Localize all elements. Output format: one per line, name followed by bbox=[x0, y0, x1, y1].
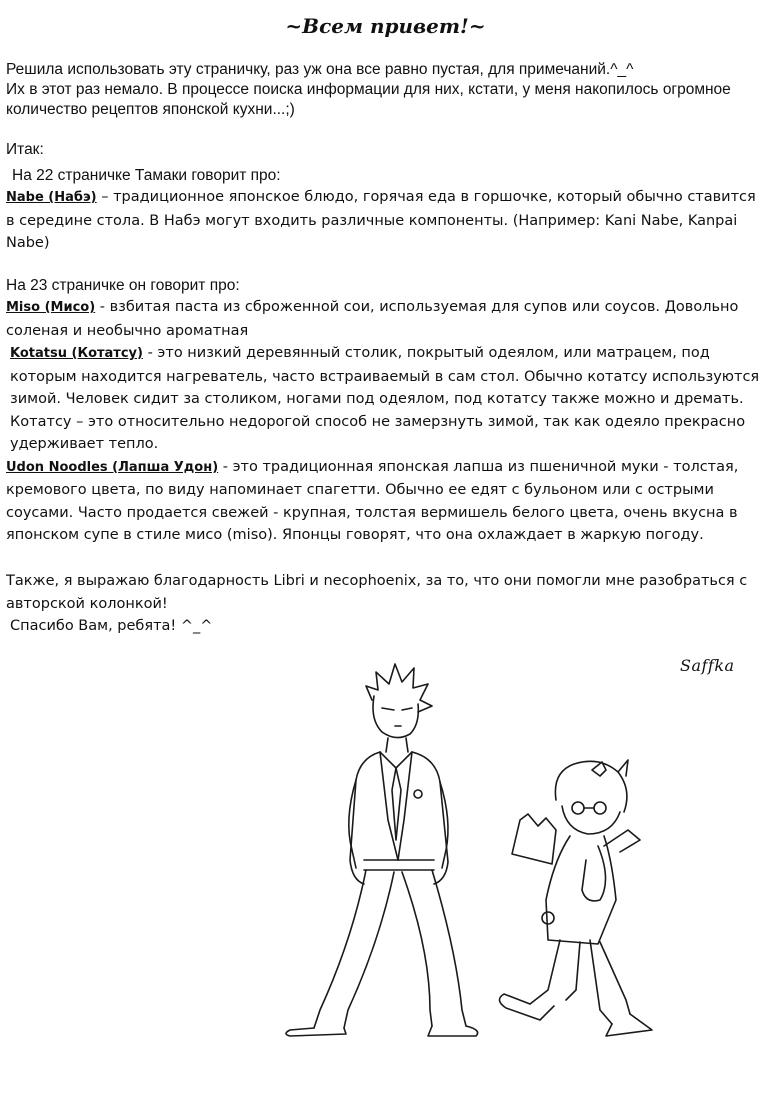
miso-term: Miso (Мисо) bbox=[6, 300, 96, 315]
miso-text: - взбитая паста из сброженной сои, используемая для супов или соусов. Довольно соленая и необычно ароматная bbox=[6, 299, 739, 339]
thanks-line: Также, я выражаю благодарность Libri и necophoenix, за то, что они помогли мне разобраться с авторской колонкой! bbox=[6, 573, 748, 612]
intro-line: Их в этот раз немало. В процессе поиска информации для них, кстати, у меня накопилось огромное bbox=[6, 81, 731, 98]
page-title: ~Всем привет!~ bbox=[285, 14, 486, 38]
intro-line: Решила использовать эту страничку, раз уж она все равно пустая, для примечаний.^_^ bbox=[6, 61, 634, 78]
intro-itak: Итак: bbox=[6, 141, 44, 158]
page23-notes bbox=[6, 296, 761, 547]
kotatsu-note bbox=[6, 342, 761, 456]
thanks-block bbox=[6, 570, 761, 638]
tall-boy-drawing bbox=[286, 664, 478, 1036]
thanks-line: Спасибо Вам, ребята! ^_^ bbox=[10, 618, 213, 634]
miso-note bbox=[6, 296, 761, 342]
udon-note bbox=[6, 456, 761, 547]
intro-block bbox=[6, 60, 761, 160]
nabe-text: – традиционное японское блюдо, горячая еда в горшочке, который обычно ставится в середине стола. В Набэ могут входить различные компоненты. (Например: Kani Nabe, Kanpai Nabe) bbox=[6, 189, 756, 251]
udon-text: - это традиционная японская лапша из пшеничной муки - толстая, кремового цвета, по виду напоминает спагетти. Обычно ее едят с бульоном или с острыми соусами. Часто продается свежей - крупная, толстая вермишель белого цвета, очень вкусна в японском супе в стиле мисо (miso). Японцы говорят, что она охлаждает в жаркую погоду. bbox=[6, 458, 739, 543]
page23-heading: На 23 страничке он говорит про: bbox=[6, 277, 240, 294]
intro-line: количество рецептов японской кухни...;) bbox=[6, 101, 295, 118]
small-girl-drawing bbox=[499, 760, 652, 1036]
nabe-term: Nabe (Набэ) bbox=[6, 190, 97, 205]
page22-heading: На 22 страничке Тамаки говорит про: bbox=[12, 167, 281, 184]
kotatsu-text: - это низкий деревянный столик, покрытый одеялом, или матрацем, под которым находится нагреватель, часто встраиваемый в сам стол. Обычно котатсу используются зимой. Человек сидит за столиком, ногами под одеялом, под котатсу также можно и дремать. Котатсу – это относительно недорогой способ не замерзнуть зимой, так как одеяло прекрасно удерживает тепло. bbox=[10, 345, 760, 452]
udon-term: Udon Noodles (Лапша Удон) bbox=[6, 459, 219, 475]
nabe-note bbox=[6, 186, 761, 255]
kotatsu-term: Kotatsu (Котатсу) bbox=[10, 346, 143, 361]
signature: Saffka bbox=[680, 656, 735, 675]
